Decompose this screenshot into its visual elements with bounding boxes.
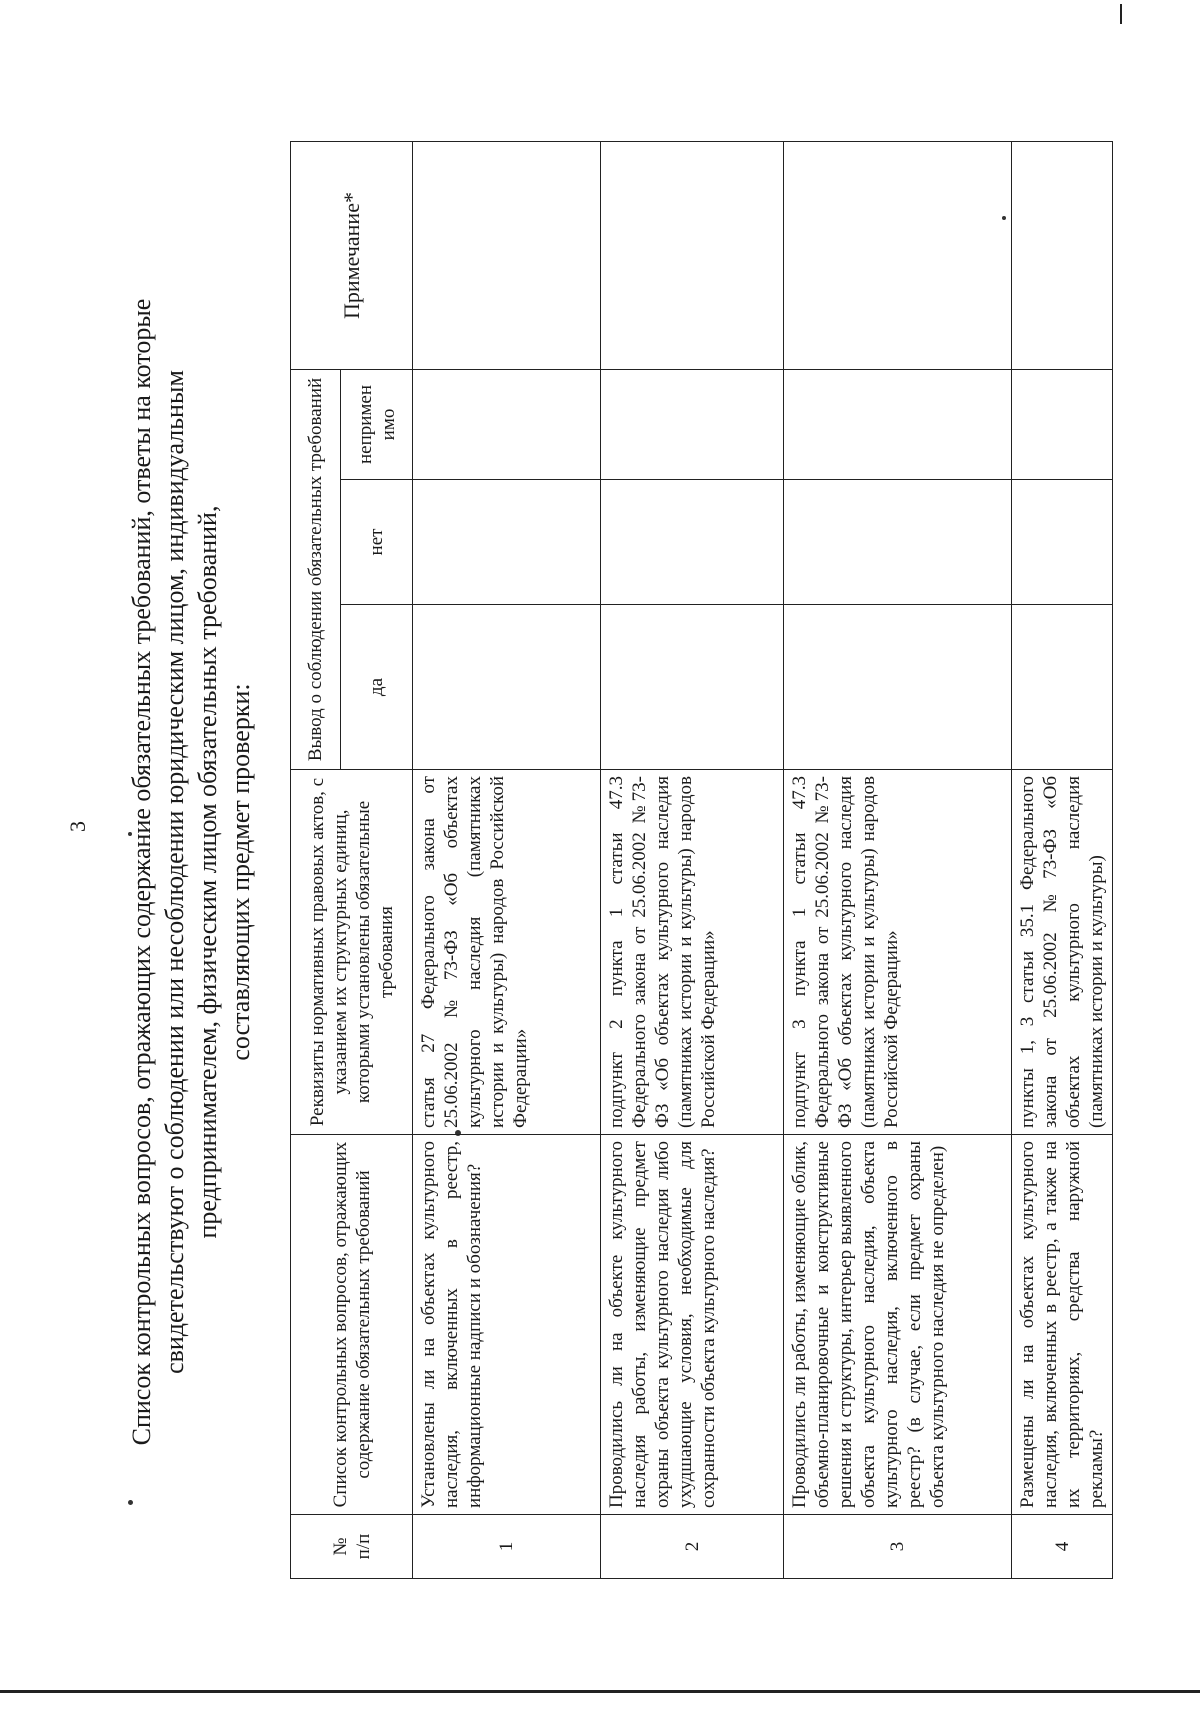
table-row [601, 141, 784, 1578]
row-requisites: пункты 1, 3 статьи 35.1 Федерального закона от 25.06.2002 №73-ФЗ «Об объектах культурного наследия (памятниках истории и культуры) [1012, 770, 1113, 1135]
header-note: Примечание* [291, 141, 413, 369]
row-requisites: подпункт 2 пункта 1 статьи 47.3 Федерального закона от 25.06.2002 №73-ФЗ «Об объектах культурного наследия (памятниках истории и культуры) народов Российской Федерации» [601, 770, 784, 1135]
cell-no[interactable] [413, 480, 601, 605]
cell-note[interactable] [1012, 141, 1113, 369]
heading-line-4: составляющих предмет проверки: [226, 683, 255, 1061]
row-question: Проводились ли работы, изменяющие облик, объемно-планировочные и конструктивные решения и структуры, интерьер выявленного объекта культурного наследия, объекта культурного наследия, включенного в реестр? (в случае, если предмет охраны объекта культурного наследия не определен) [784, 1135, 1012, 1515]
header-conclusion: Вывод о соблюдении обязательных требований [291, 369, 341, 769]
row-num: 4 [1012, 1515, 1113, 1579]
header-yes: да [341, 605, 413, 770]
cell-na[interactable] [784, 369, 1012, 479]
row-num: 3 [784, 1515, 1012, 1579]
header-no: нет [341, 480, 413, 605]
header-question: Список контрольных вопросов, отражающих содержание обязательных требований [291, 1135, 413, 1515]
header-requisites: Реквизиты нормативных правовых актов, с указанием их структурных единиц, которыми установлены обязательные требования [291, 770, 413, 1135]
row-requisites: подпункт 3 пункта 1 статьи 47.3 Федерального закона от 25.06.2002 №73-ФЗ «Об объектах культурного наследия (памятниках истории и культуры) народов Российской Федерации» [784, 770, 1012, 1135]
cell-yes[interactable] [413, 605, 601, 770]
cell-note[interactable] [784, 141, 1012, 369]
row-num: 1 [413, 1515, 601, 1579]
table-row [784, 141, 1012, 1578]
row-requisites: статья 27 Федерального закона от 25.06.2002 №73-ФЗ «Об объектах культурного наследия (памятниках истории и культуры) народов Российской Федерации» [413, 770, 601, 1135]
cell-yes[interactable] [1012, 605, 1113, 770]
row-question: Установлены ли на объектах культурного наследия, включенных в реестр, информационные надписи и обозначения? [413, 1135, 601, 1515]
table-row [1012, 141, 1113, 1578]
heading-line-1: Список контрольных вопросов, отражающих содержание обязательных требований, ответы на которые [127, 298, 156, 1446]
header-num: № п/п [291, 1515, 413, 1579]
cell-na[interactable] [1012, 369, 1113, 479]
cell-no[interactable] [784, 480, 1012, 605]
heading-line-3: предпринимателем, физическим лицом обязательных требований, [193, 505, 222, 1239]
cell-note[interactable] [601, 141, 784, 369]
cell-no[interactable] [1012, 480, 1113, 605]
heading-line-2: свидетельствуют о соблюдении или несоблюдении юридическим лицом, индивидуальным [160, 370, 189, 1374]
table-row [413, 141, 601, 1578]
page-heading [125, 182, 257, 1562]
row-question: Размещены ли на объектах культурного наследия, включенных в реестр, а также на их территориях, средства наружной рекламы? [1012, 1135, 1113, 1515]
cell-yes[interactable] [784, 605, 1012, 770]
header-na: непримен имо [341, 369, 413, 479]
cell-na[interactable] [601, 369, 784, 479]
row-num: 2 [601, 1515, 784, 1579]
cell-yes[interactable] [601, 605, 784, 770]
row-question: Проводились ли на объекте культурного наследия работы, изменяющие предмет охраны объекта культурного наследия либо ухудшающие условия, необходимые для сохранности объекта культурного наследия? [601, 1135, 784, 1515]
cell-note[interactable] [413, 141, 601, 369]
page-number: 3 [65, 821, 90, 832]
cell-na[interactable] [413, 369, 601, 479]
checklist-table [290, 141, 1113, 1579]
cell-no[interactable] [601, 480, 784, 605]
